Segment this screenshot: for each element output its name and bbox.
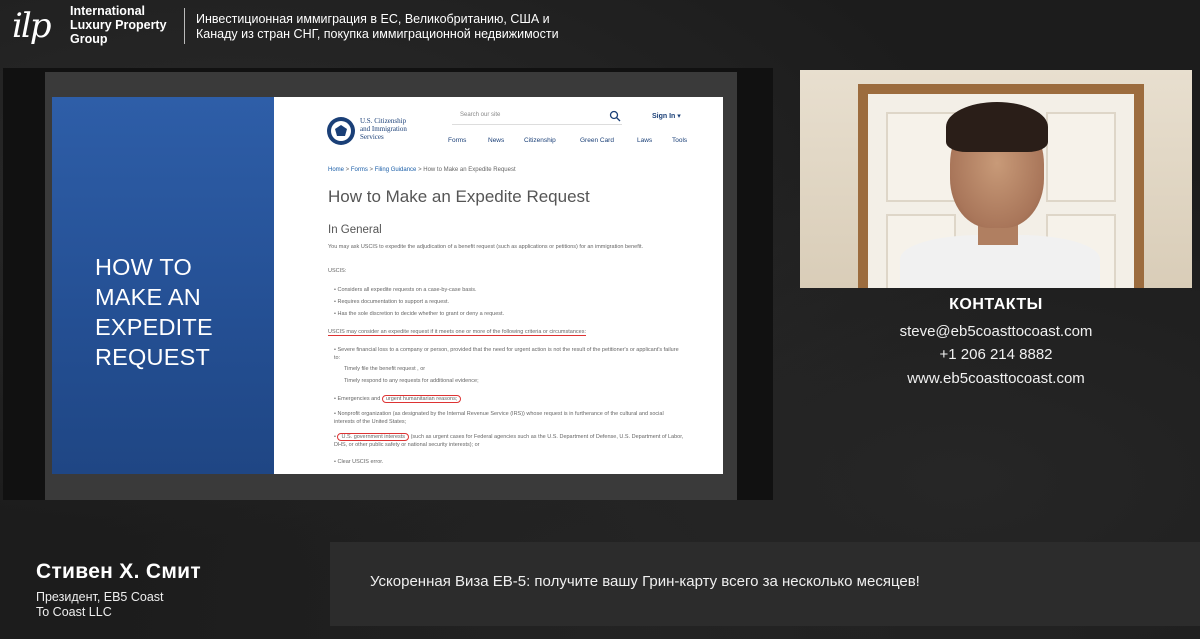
search-icon[interactable] (609, 110, 621, 122)
list-item: • Considers all expedite requests on a case-by-case basis. (334, 286, 684, 294)
contact-phone[interactable]: +1 206 214 8882 (939, 346, 1053, 363)
section-title: In General (328, 224, 382, 236)
sign-in-button[interactable]: Sign In ▾ (652, 113, 681, 120)
header (0, 0, 1200, 60)
door-panel (1046, 112, 1116, 202)
speaker-hair (946, 102, 1048, 152)
tagline-line: Канаду из стран СНГ, покупка иммиграционной недвижимости (196, 27, 559, 41)
sub-list-item: Timely respond to any requests for additional evidence; (344, 378, 479, 384)
contact-website[interactable]: www.eb5coasttocoast.com (907, 370, 1085, 387)
slide-title-line: HOW TO (95, 254, 192, 280)
page-title: How to Make an Expedite Request (328, 187, 590, 206)
agency-line: U.S. Citizenship (360, 117, 407, 125)
speaker-name: Стивен Х. Смит (36, 560, 201, 583)
breadcrumb-current: How to Make an Expedite Request (423, 167, 516, 173)
agency-line: Services (360, 133, 384, 141)
list-item (334, 433, 684, 449)
speaker-role-line: To Coast LLC (36, 605, 112, 619)
search-placeholder: Search our site (460, 112, 501, 118)
list-item: • Has the sole discretion to decide whether to grant or deny a request. (334, 310, 684, 318)
logo-line: Luxury Property (70, 18, 167, 32)
contacts-title: КОНТАКТЫ (949, 296, 1043, 313)
nav-tools[interactable]: Tools (672, 137, 688, 144)
dhs-seal-icon (326, 116, 356, 146)
slide-title-line: EXPEDITE (95, 314, 213, 340)
slide-title-line: MAKE AN (95, 284, 201, 310)
speaker-role (36, 590, 164, 620)
list-item: • Severe financial loss to a company or person, provided that the need for urgent action is not the result of the petitioner's or applicant's failure to: (334, 346, 684, 362)
list-item: • Clear USCIS error. (334, 458, 684, 466)
header-divider (184, 8, 185, 44)
nav-news[interactable]: News (488, 137, 505, 144)
contact-email[interactable]: steve@eb5coasttocoast.com (899, 323, 1093, 340)
title-banner (330, 542, 1200, 626)
agency-line: and Immigration (360, 125, 407, 133)
list-item (334, 395, 684, 403)
logo-line: International (70, 4, 146, 18)
banner-text: Ускоренная Виза EB-5: получите вашу Грин-карту всего за несколько месяцев! (370, 573, 920, 590)
slide-title (95, 252, 270, 372)
nav-forms[interactable]: Forms (448, 137, 467, 144)
intro-paragraph: You may ask USCIS to expedite the adjudication of a benefit request (such as applications or petitions) for an immigration benefit. (328, 244, 644, 250)
breadcrumb-home[interactable]: Home (328, 167, 345, 173)
criteria-2-circled: urgent humanitarian reasons; (382, 395, 462, 403)
speaker-role-line: Президент, EB5 Coast (36, 590, 164, 604)
main-nav (448, 137, 723, 149)
header-tagline (196, 12, 596, 42)
webcam-video (800, 70, 1192, 288)
nav-citizenship[interactable]: Citizenship (524, 137, 556, 144)
slide-title-line: REQUEST (95, 344, 210, 370)
agency-name[interactable] (360, 117, 450, 141)
nav-laws[interactable]: Laws (637, 137, 653, 144)
tagline-line: Инвестиционная иммиграция в ЕС, Великобританию, США и (196, 12, 550, 26)
list-item: • Nonprofit organization (as designated by the Internal Revenue Service (IRS)) whose request is in furtherance of the cultural and social interests of the United States; (334, 410, 684, 426)
criteria-intro-text: USCIS may consider an expedite request if it meets one or more of the following criteria or circumstances: (328, 329, 587, 335)
sub-list-item: Timely file the benefit request , or (344, 366, 426, 372)
breadcrumb: Home > Forms > Filing Guidance > How to Make an Expedite Request (328, 167, 516, 173)
criteria-2-pre: Emergencies and (337, 396, 382, 402)
uscis-label: USCIS: (328, 268, 347, 274)
ilp-logo: ilp (12, 6, 50, 46)
browser-page (274, 97, 723, 474)
criteria-4-rest: (such as urgent cases for Federal agencies such as the U.S. Department of Defense, U.S. Department of Labor, DHS, or other public safety or national security interests); or (334, 434, 684, 448)
search-input[interactable] (452, 107, 622, 125)
logo-text (70, 4, 180, 46)
logo-line: Group (70, 32, 108, 46)
criteria-4-circled: U.S. government interests (337, 433, 409, 441)
list-item: • Requires documentation to support a request. (334, 298, 684, 306)
breadcrumb-filing-guidance[interactable]: Filing Guidance (374, 167, 417, 173)
nav-green-card[interactable]: Green Card (580, 137, 614, 144)
criteria-intro (328, 328, 698, 336)
breadcrumb-forms[interactable]: Forms (350, 167, 368, 173)
